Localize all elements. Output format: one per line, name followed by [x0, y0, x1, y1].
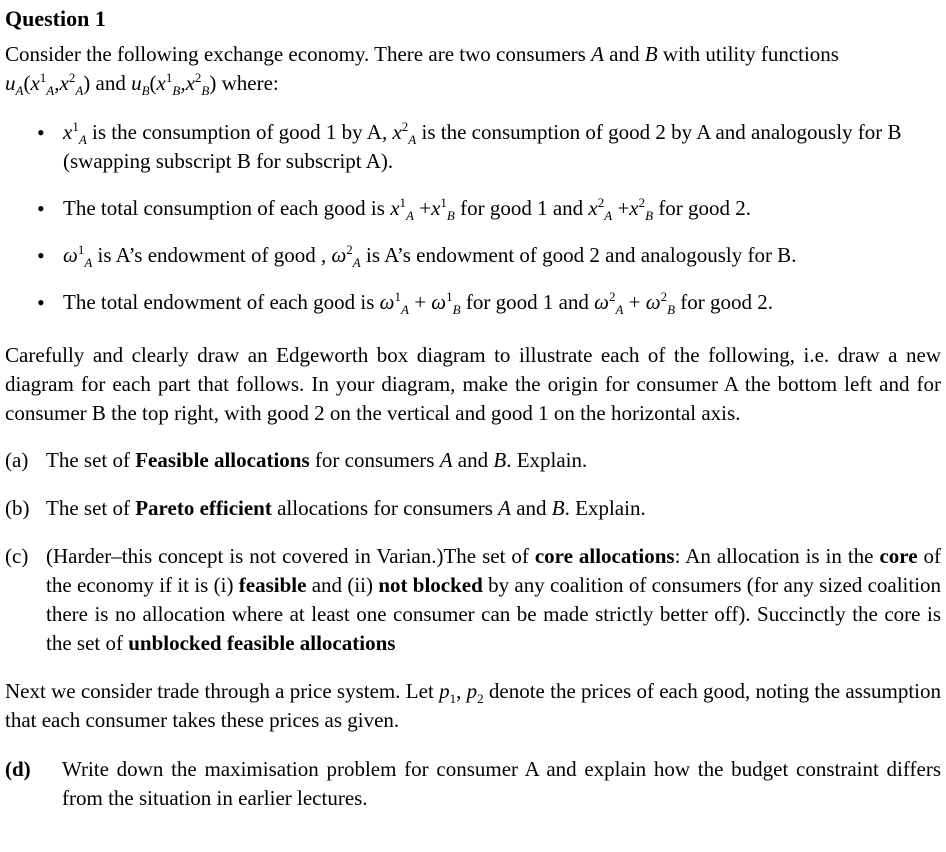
- list-item: • $\omega^1_A$ is A’s endowment of good , $\omega^2_A$ is A’s endowment of good 2 and analogously for B.: [5, 241, 941, 270]
- question-page: [5, 0, 941, 813]
- trade-paragraph: Next we consider trade through a price system. Let $p_1$, $p_2$ denote the prices of each good, noting the assumption that each consumer takes these prices as given.: [5, 679, 942, 732]
- list-item: • The total consumption of each good is $x^1_A +x^1_B$ for good 1 and $x^2_A +x^2_B$ for good 2.: [5, 194, 941, 223]
- parts-list: [5, 446, 941, 658]
- part-d: (d) Write down the maximisation problem for consumer A and explain how the budget constraint differs from the situation in earlier lectures.: [5, 757, 941, 810]
- intro-paragraph: Consider the following exchange economy. There are two consumers A and B with utility functions $u_A(x^1_A,x^2_A)$ and $u_B(x^1_B,x^2_B)$ where:: [5, 42, 839, 99]
- part-b: (b) The set of Pareto efficient allocations for consumers A and B. Explain.: [5, 496, 646, 520]
- definitions-list: [5, 118, 941, 317]
- part-a: (a) The set of Feasible allocations for consumers A and B. Explain.: [5, 448, 588, 472]
- instructions-paragraph: Carefully and clearly draw an Edgeworth box diagram to illustrate each of the following, i.e. draw a new diagram for each part that follows. In your diagram, make the origin for consumer A the bottom left and for consumer B the top right, with good 2 on the vertical and good 1 on the horizontal axis.: [5, 343, 941, 425]
- part-c: (c) (Harder–this concept is not covered in Varian.)The set of core allocations: An allocation is in the core of the economy if it is (i) feasible and (ii) not blocked by any coalition of consumers (for any sized coalition there is no allocation where at least one consumer can be made strictly better off). Succinctly the core is the set of unblocked feasible allocations: [5, 544, 942, 655]
- list-item: • $x^1_A$ is the consumption of good 1 by A, $x^2_A$ is the consumption of good 2 by A and analogously for B (swapping subscript B for subscript A).: [5, 118, 941, 176]
- question-title: Question 1: [5, 6, 106, 31]
- utility-functions: $u_A(x^1_A,x^2_A)$ and $u_B(x^1_B,x^2_B)$ where:: [5, 70, 279, 99]
- list-item: • The total endowment of each good is $\omega^1_A + \omega^1_B$ for good 1 and $\omega^2_A + \omega^2_B$ for good 2.: [5, 288, 941, 317]
